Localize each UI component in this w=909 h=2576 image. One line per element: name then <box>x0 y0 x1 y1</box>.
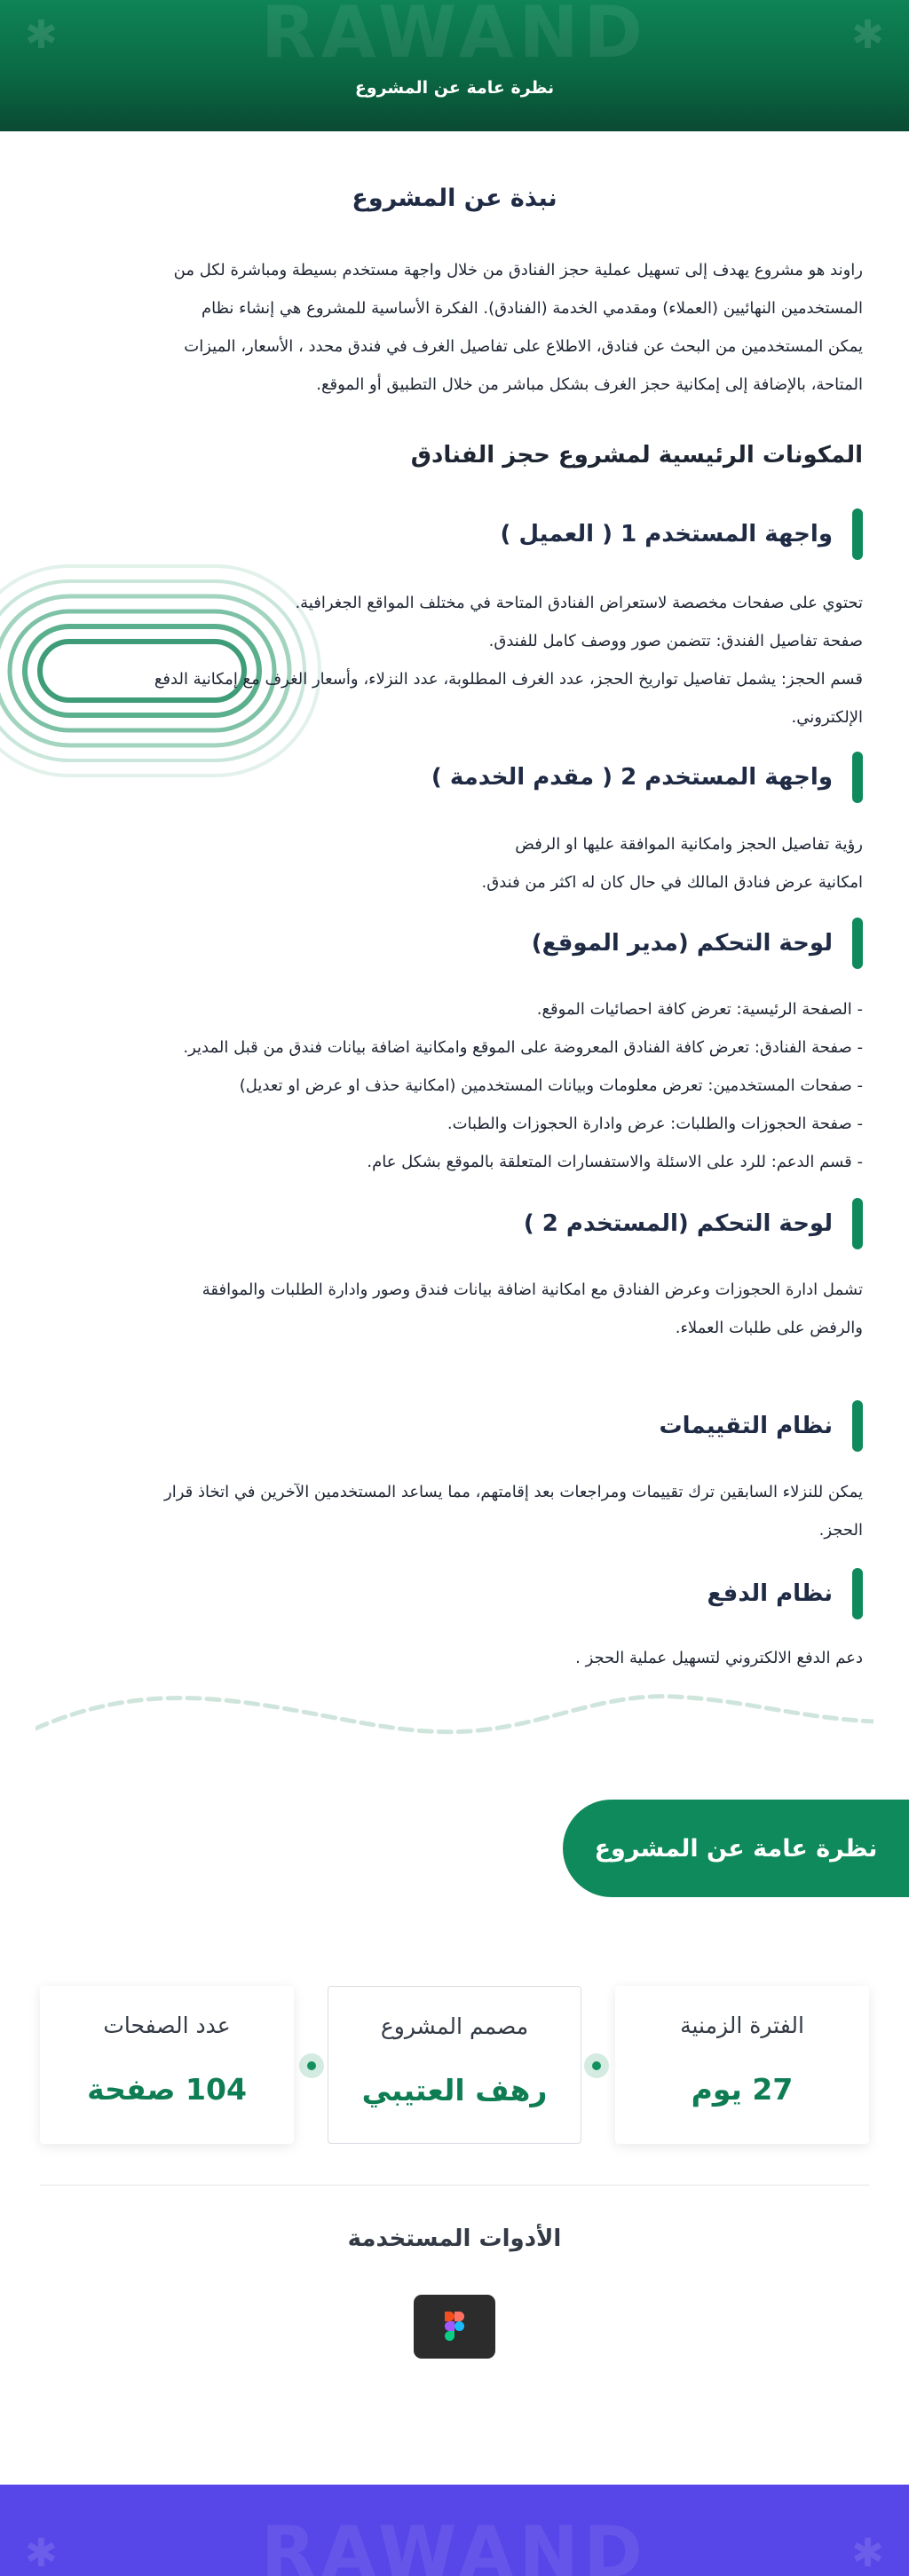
footer-banner <box>0 2485 909 2576</box>
stat-value: 27 يوم <box>691 2072 794 2107</box>
section-line: والرفض على طلبات العملاء. <box>675 1319 863 1337</box>
section-title: نظام التقييمات <box>659 1413 833 1439</box>
accent-bar <box>852 1400 863 1452</box>
divider-line <box>40 2185 869 2186</box>
asterisk-icon: ✱ <box>25 12 58 58</box>
section-line: - صفحة الفنادق: تعرض كافة الفنادق المعروضة على الموقع وامكانية اضافة بيانات فندق من قبل المدير. <box>183 1038 863 1057</box>
stat-label: عدد الصفحات <box>103 2013 231 2038</box>
about-title: نبذة عن المشروع <box>352 185 557 212</box>
header-title: نظرة عامة عن المشروع <box>354 78 555 98</box>
section-body-provider-ui <box>37 825 863 902</box>
section-body-client-ui <box>37 584 863 737</box>
section-line: تشمل ادارة الحجوزات وعرض الفنادق مع امكانية اضافة بيانات فندق وصور وادارة الطلبات والموافقة <box>202 1280 863 1299</box>
components-title: المكونات الرئيسية لمشروع حجز الفنادق <box>410 442 863 469</box>
stat-card-pages <box>40 1986 294 2144</box>
section-line: الإلكتروني. <box>791 708 863 727</box>
tools-title: الأدوات المستخدمة <box>347 2225 562 2252</box>
stat-value: رهف العتيبي <box>361 2073 548 2107</box>
section-heading-ratings <box>659 1400 863 1452</box>
about-line: يمكن المستخدمين من البحث عن فنادق، الاطلاع على تفاصيل الغرف في فندق محدد ، الأسعار، الميزات <box>184 337 863 356</box>
footer-watermark: RAWAND <box>261 2511 648 2576</box>
accent-bar <box>852 752 863 803</box>
section-line: دعم الدفع الالكتروني لتسهيل عملية الحجز . <box>575 1649 863 1667</box>
asterisk-icon: ✱ <box>851 2531 884 2576</box>
section-body-ratings <box>37 1473 863 1549</box>
section-body-payment <box>37 1639 863 1677</box>
section-heading-payment <box>707 1568 863 1619</box>
separator-dot <box>299 2053 324 2078</box>
section-body-user2-dashboard <box>37 1271 863 1347</box>
stat-value: 104 صفحة <box>87 2072 247 2107</box>
section-line: امكانية عرض فنادق المالك في حال كان له اكثر من فندق. <box>481 873 863 892</box>
separator-dot <box>584 2053 609 2078</box>
wavy-divider <box>36 1675 873 1746</box>
overview-pill-label: نظرة عامة عن المشروع <box>594 1834 878 1863</box>
section-title: واجهة المستخدم 2 ( مقدم الخدمة ) <box>431 764 833 791</box>
section-title: نظام الدفع <box>707 1580 833 1607</box>
section-line: قسم الحجز: يشمل تفاصيل تواريخ الحجز، عدد الغرف المطلوبة، عدد النزلاء، وأسعار الغرف مع إمكانية الدفع <box>154 670 863 689</box>
stat-card-duration <box>615 1986 869 2144</box>
header-banner <box>0 0 909 131</box>
section-line: - صفحات المستخدمين: تعرض معلومات وبيانات المستخدمين (امكانية حذف او عرض او تعديل) <box>239 1076 863 1095</box>
stat-label: مصمم المشروع <box>380 2013 529 2039</box>
header-watermark: RAWAND <box>261 0 648 74</box>
stat-label: الفترة الزمنية <box>680 2013 804 2038</box>
overview-section-pill <box>563 1800 909 1897</box>
section-line: صفحة تفاصيل الفندق: تتضمن صور ووصف كامل للفندق. <box>488 632 863 650</box>
asterisk-icon: ✱ <box>851 12 884 58</box>
asterisk-icon: ✱ <box>25 2531 58 2576</box>
section-line: الحجز. <box>818 1521 863 1540</box>
section-title: واجهة المستخدم 1 ( العميل ) <box>500 521 833 547</box>
accent-bar <box>852 1568 863 1619</box>
section-line: رؤية تفاصيل الحجز وامكانية الموافقة عليها او الرفض <box>515 835 863 854</box>
about-line: راوند هو مشروع يهدف إلى تسهيل عملية حجز الفنادق من خلال واجهة مستخدم بسيطة ومباشرة لكل من <box>173 261 863 280</box>
accent-bar <box>852 918 863 969</box>
section-line: تحتوي على صفحات مخصصة لاستعراض الفنادق المتاحة في مختلف المواقع الجغرافية. <box>295 594 863 612</box>
figma-icon <box>445 2312 464 2342</box>
tool-tile-figma <box>414 2295 495 2359</box>
accent-bar <box>852 508 863 560</box>
section-line: - الصفحة الرئيسية: تعرض كافة احصائيات الموقع. <box>536 1000 863 1019</box>
section-heading-admin-dashboard <box>532 918 863 969</box>
section-line: - قسم الدعم: للرد على الاسئلة والاستفسارات المتعلقة بالموقع بشكل عام. <box>367 1153 863 1171</box>
stat-card-designer <box>328 1986 581 2144</box>
section-body-admin-dashboard <box>37 990 863 1181</box>
section-line: - صفحة الحجوزات والطلبات: عرض وادارة الحجوزات والطبات. <box>447 1115 863 1133</box>
section-title: لوحة التحكم (المستخدم 2 ) <box>523 1210 833 1237</box>
about-line: المتاحة، بالإضافة إلى إمكانية حجز الغرف بشكل مباشر من خلال التطبيق أو الموقع. <box>316 375 863 394</box>
section-heading-client-ui <box>501 508 863 560</box>
accent-bar <box>852 1198 863 1249</box>
section-heading-user2-dashboard <box>524 1198 863 1249</box>
about-line: المستخدمين النهائيين (العملاء) ومقدمي الخدمة (الفنادق). الفكرة الأساسية للمشروع هي إنشاء نظام <box>202 299 863 318</box>
about-paragraph <box>46 251 863 404</box>
section-heading-provider-ui <box>431 752 863 803</box>
section-title: لوحة التحكم (مدير الموقع) <box>531 930 833 957</box>
section-line: يمكن للنزلاء السابقين ترك تقييمات ومراجعات بعد إقامتهم، مما يساعد المستخدمين الآخرين في اتخاذ قرار <box>164 1483 863 1501</box>
